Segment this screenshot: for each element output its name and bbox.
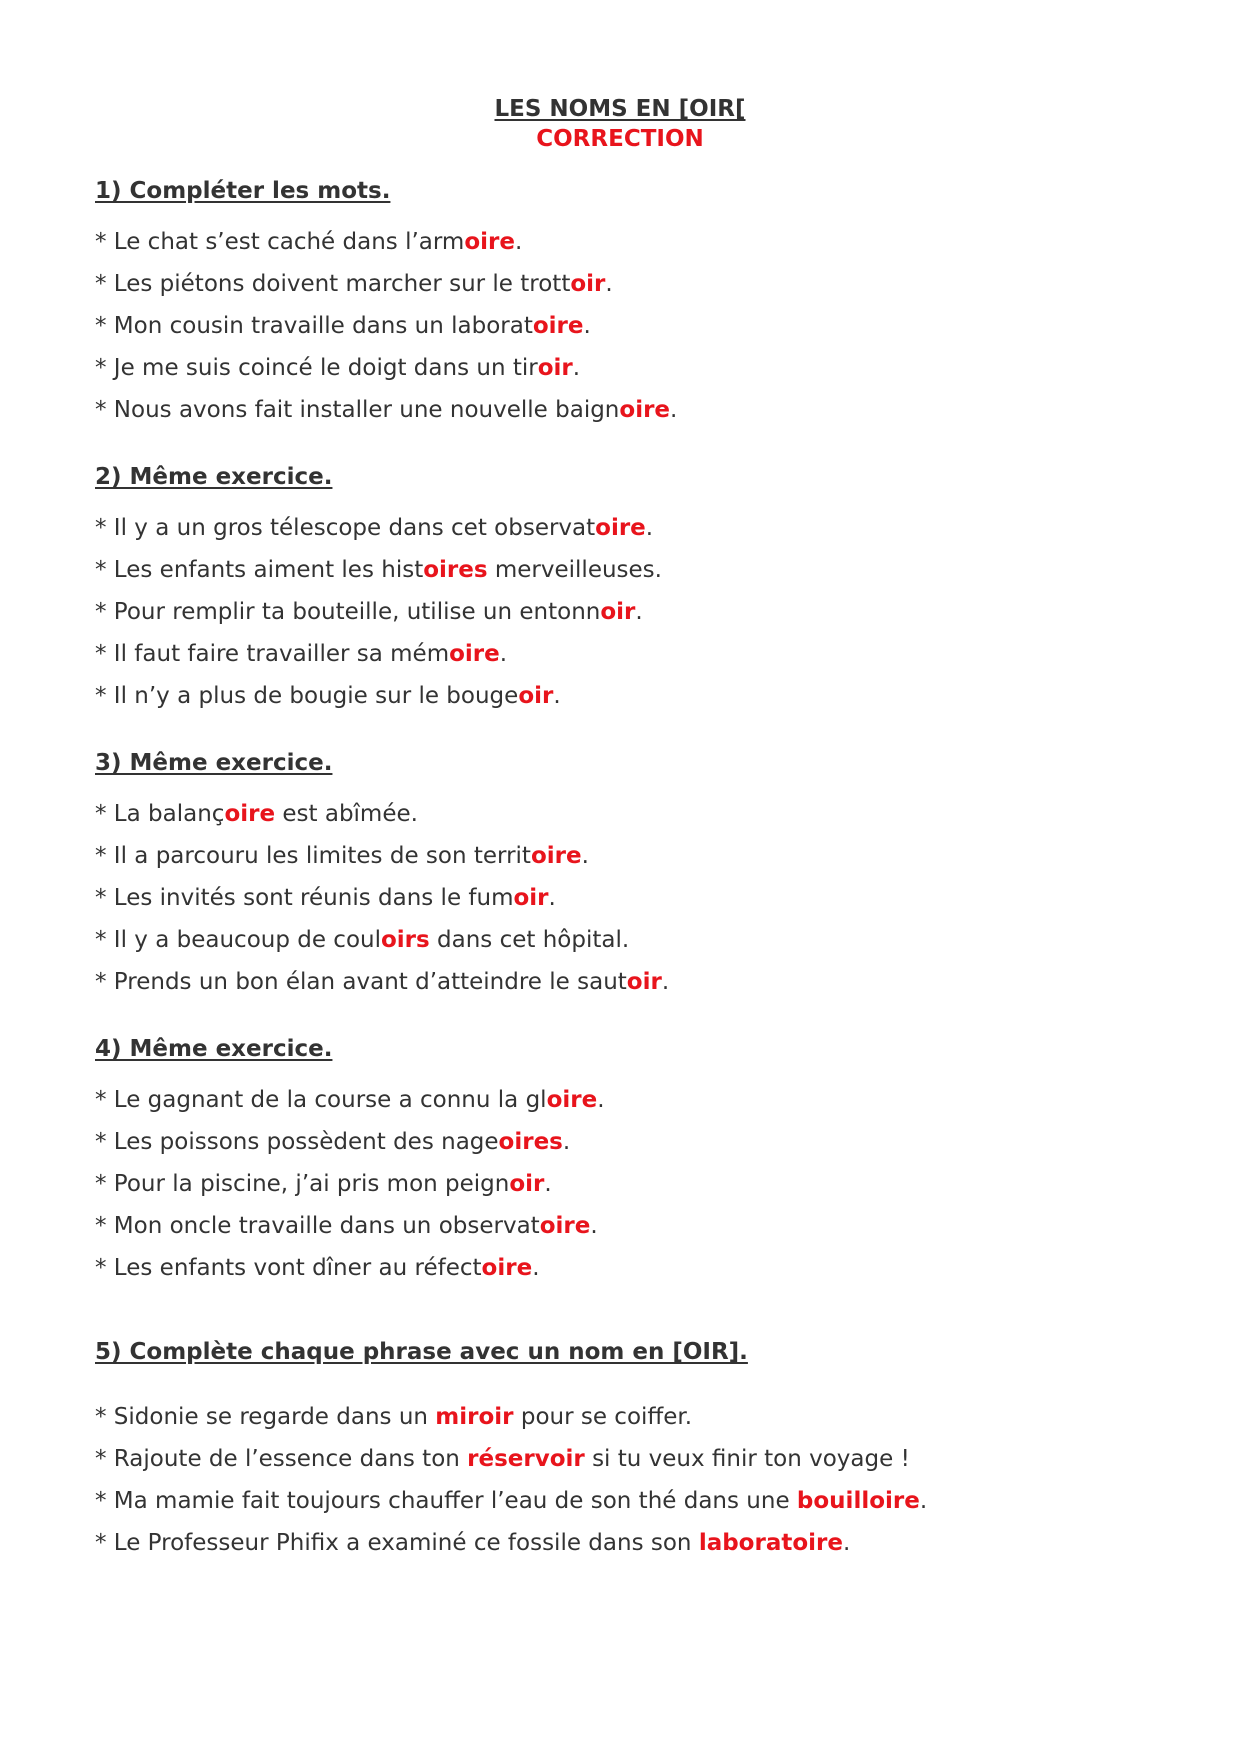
sentence-ending: . — [605, 271, 613, 297]
sentence-line — [95, 1486, 1155, 1516]
answer-text: oire — [224, 801, 276, 827]
answer-text: oir — [537, 355, 573, 381]
answer-text: oir — [570, 271, 606, 297]
sentence-ending: pour se coiffer. — [513, 1404, 693, 1430]
answer-text: oire — [530, 843, 582, 869]
sentence-line — [95, 639, 1155, 669]
title-block — [0, 94, 1240, 154]
answer-text: oir — [513, 885, 549, 911]
sentence-line — [95, 269, 1155, 299]
sentence-text: * Les piétons doivent marcher sur le trott — [95, 271, 571, 297]
sentence-line — [95, 597, 1155, 627]
sentence-text: * Les invités sont réunis dans le fum — [95, 885, 514, 911]
sentence-line — [95, 555, 1155, 585]
sentence-ending: . — [548, 885, 556, 911]
sentence-line — [95, 311, 1155, 341]
sentence-line — [95, 353, 1155, 383]
sentence-line — [95, 1528, 1155, 1558]
page-title: LES NOMS EN [OIR[ — [494, 96, 746, 122]
sentence-text: * Les enfants aiment les hist — [95, 557, 424, 583]
answer-text: miroir — [435, 1404, 514, 1430]
sentence-text: * Pour la piscine, j’ai pris mon peign — [95, 1171, 510, 1197]
answer-text: oir — [518, 683, 554, 709]
sentence-text: * Sidonie se regarde dans un — [95, 1404, 436, 1430]
sentence-text: * Le chat s’est caché dans l’arm — [95, 229, 465, 255]
exercise-section-3 — [95, 748, 1155, 997]
sentence-line — [95, 681, 1155, 711]
sentence-text: * Il y a beaucoup de coul — [95, 927, 381, 953]
sentence-text: * Nous avons fait installer une nouvelle baign — [95, 397, 620, 423]
sentence-line — [95, 1253, 1155, 1283]
answer-text: oire — [449, 641, 500, 667]
sentence-text: * Il y a un gros télescope dans cet observat — [95, 515, 596, 541]
sentence-text: * Le gagnant de la course a connu la gl — [95, 1087, 547, 1113]
sentence-ending: . — [842, 1530, 851, 1556]
sentence-line — [95, 227, 1155, 257]
sentence-ending: . — [590, 1213, 598, 1239]
sentence-line — [95, 395, 1155, 425]
sentence-list — [95, 1402, 1155, 1558]
sentence-list — [95, 227, 1155, 425]
sentence-line — [95, 1402, 1155, 1432]
sentence-ending: . — [514, 229, 523, 255]
section-heading: 2) Même exercice. — [95, 464, 333, 490]
sentence-text: * Je me suis coincé le doigt dans un tir — [95, 355, 538, 381]
sentence-text: * Rajoute de l’essence dans ton — [95, 1446, 468, 1472]
sentence-ending: . — [581, 843, 589, 869]
sentence-text: * Mon cousin travaille dans un laborat — [95, 313, 533, 339]
answer-text: oire — [481, 1255, 533, 1281]
sentence-ending: . — [635, 599, 643, 625]
sentence-line — [95, 1211, 1155, 1241]
sentence-text: * Pour remplir ta bouteille, utilise un entonn — [95, 599, 601, 625]
answer-text: oire — [539, 1213, 591, 1239]
section-heading: 4) Même exercice. — [95, 1036, 333, 1062]
sentence-ending: . — [553, 683, 561, 709]
sentence-line — [95, 1444, 1155, 1474]
sentence-text: * Prends un bon élan avant d’atteindre le saut — [95, 969, 627, 995]
sentence-list — [95, 513, 1155, 711]
answer-text: oir — [600, 599, 636, 625]
sentence-list — [95, 799, 1155, 997]
exercise-section-4 — [95, 1034, 1155, 1283]
answer-text: laboratoire — [698, 1530, 843, 1556]
sentence-ending: dans cet hôpital. — [429, 927, 630, 953]
answer-text: oires — [423, 557, 488, 583]
sentence-ending: . — [597, 1087, 605, 1113]
sentence-text: * Il a parcouru les limites de son territ — [95, 843, 531, 869]
sentence-line — [95, 883, 1155, 913]
exercise-section-2 — [95, 462, 1155, 711]
sentence-line — [95, 1085, 1155, 1115]
sentence-line — [95, 841, 1155, 871]
sentence-text: * Ma mamie fait toujours chauffer l’eau de son thé dans une — [95, 1488, 797, 1514]
sentence-ending: . — [572, 355, 581, 381]
sentence-line — [95, 799, 1155, 829]
section-heading: 5) Complète chaque phrase avec un nom en [OIR]. — [95, 1339, 748, 1365]
sentence-line — [95, 513, 1155, 543]
answer-text: oir — [509, 1171, 545, 1197]
sentence-text: * Il faut faire travailler sa mém — [95, 641, 450, 667]
sentence-ending: si tu veux finir ton voyage ! — [584, 1446, 910, 1472]
sentence-ending: . — [670, 397, 678, 423]
sentence-ending: . — [645, 515, 654, 541]
sentence-ending: . — [544, 1171, 552, 1197]
sentence-line — [95, 967, 1155, 997]
answer-text: oire — [464, 229, 515, 255]
answer-text: oires — [498, 1129, 563, 1155]
exercise-section-5 — [95, 1337, 1155, 1558]
exercise-section-1 — [95, 176, 1155, 425]
answer-text: oire — [546, 1087, 598, 1113]
sentence-line — [95, 1169, 1155, 1199]
answer-text: bouilloire — [796, 1488, 920, 1514]
sentence-ending: . — [661, 969, 670, 995]
sentence-ending: est abîmée. — [275, 801, 418, 827]
sentence-ending: . — [532, 1255, 540, 1281]
sentence-ending: . — [919, 1488, 928, 1514]
page-subtitle: CORRECTION — [536, 126, 704, 152]
answer-text: oirs — [381, 927, 430, 953]
answer-text: oire — [595, 515, 646, 541]
sentence-text: * Les poissons possèdent des nage — [95, 1129, 499, 1155]
section-heading: 1) Compléter les mots. — [95, 178, 391, 204]
sentence-ending: . — [583, 313, 591, 339]
sentence-text: * Mon oncle travaille dans un observat — [95, 1213, 540, 1239]
sentence-list — [95, 1085, 1155, 1283]
exercise-content — [95, 176, 1155, 1595]
answer-text: oire — [532, 313, 584, 339]
sentence-line — [95, 925, 1155, 955]
sentence-text: * Il n’y a plus de bougie sur le bouge — [95, 683, 519, 709]
answer-text: oire — [619, 397, 671, 423]
sentence-line — [95, 1127, 1155, 1157]
sentence-ending: merveilleuses. — [487, 557, 662, 583]
sentence-text: * La balanç — [95, 801, 225, 827]
sentence-text: * Le Professeur Phifix a examiné ce fossile dans son — [95, 1530, 699, 1556]
section-heading: 3) Même exercice. — [95, 750, 333, 776]
answer-text: réservoir — [467, 1446, 585, 1472]
sentence-text: * Les enfants vont dîner au réfect — [95, 1255, 482, 1281]
sentence-ending: . — [499, 641, 508, 667]
sentence-ending: . — [562, 1129, 571, 1155]
answer-text: oir — [626, 969, 662, 995]
